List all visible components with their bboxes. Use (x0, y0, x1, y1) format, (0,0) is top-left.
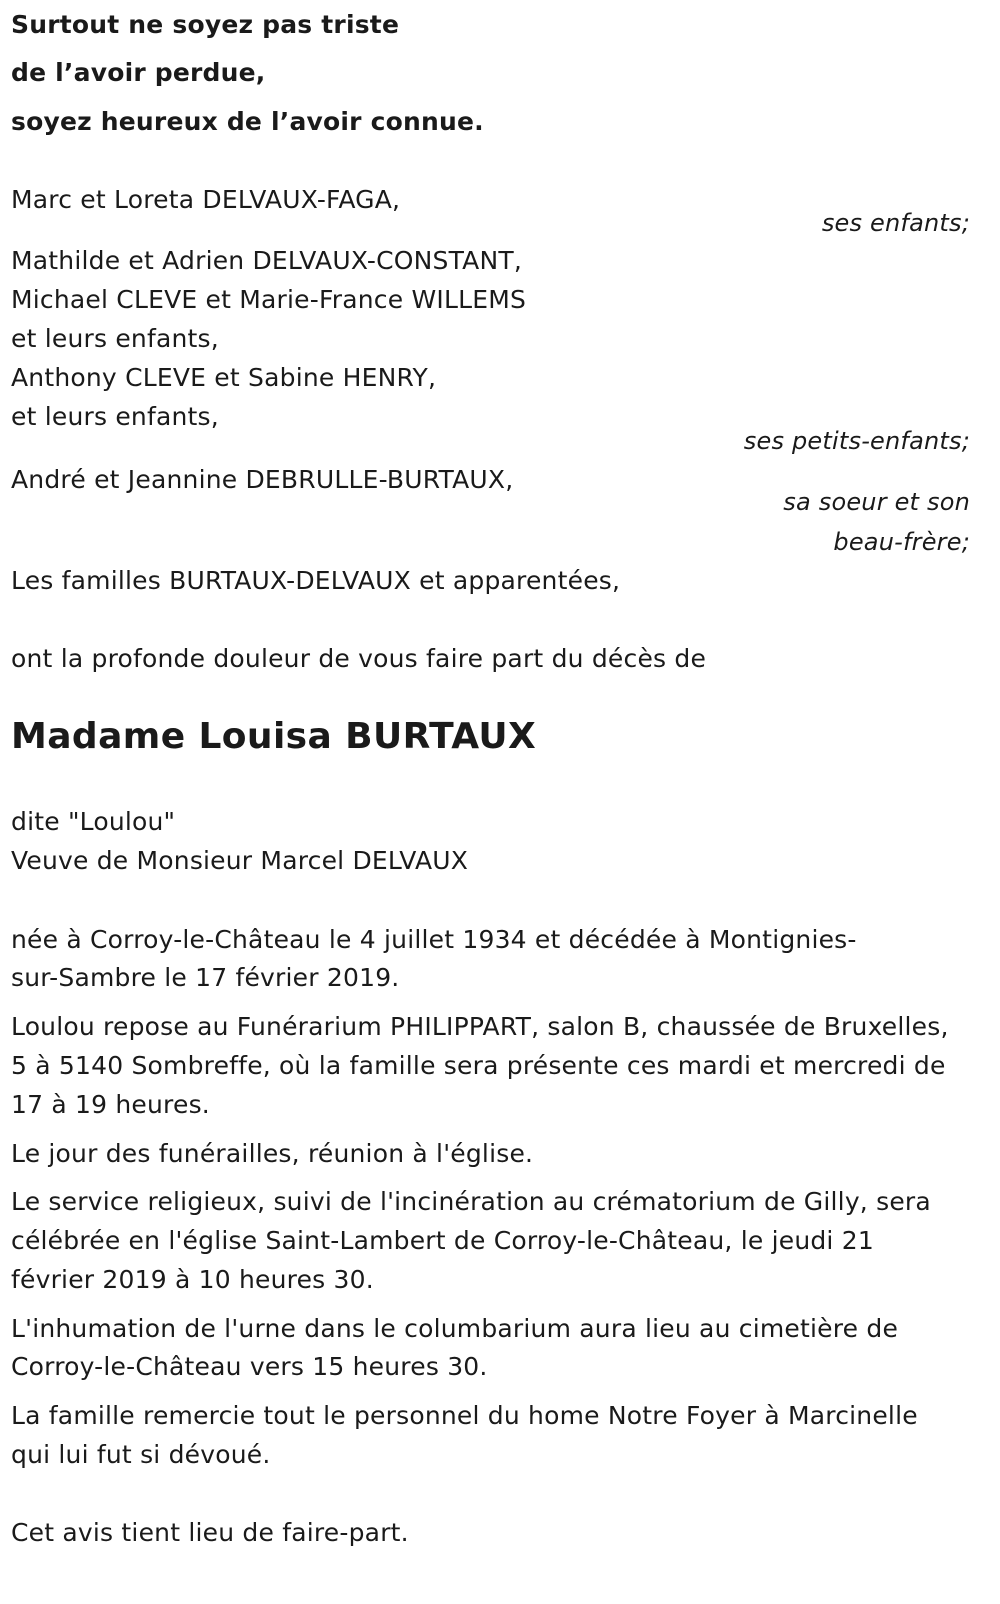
birth-death-line-1: née à Corroy-le-Château le 4 juillet 1934 et décédée à Montignies- (11, 925, 857, 954)
grandchildren-name-1: Mathilde et Adrien DELVAUX-CONSTANT, (11, 246, 522, 275)
funerarium-line-2: 5 à 5140 Sombreffe, où la famille sera présente ces mardi et mercredi de (11, 1051, 946, 1080)
thanks-line-1: La famille remercie tout le personnel du home Notre Foyer à Marcinelle (11, 1401, 918, 1430)
deceased-widow-of: Veuve de Monsieur Marcel DELVAUX (11, 846, 469, 875)
service-line-1: Le service religieux, suivi de l'incinération au crématorium de Gilly, sera (11, 1187, 931, 1216)
families-line: Les familles BURTAUX-DELVAUX et apparentées, (11, 566, 621, 595)
inhumation-line-2: Corroy-le-Château vers 15 heures 30. (11, 1352, 488, 1381)
grandchildren-name-5: et leurs enfants, (11, 402, 219, 431)
quote-line-1: Surtout ne soyez pas triste (11, 10, 400, 39)
funerarium-line-3: 17 à 19 heures. (11, 1090, 210, 1119)
grandchildren-name-3: et leurs enfants, (11, 324, 219, 353)
grandchildren-role: ses petits-enfants; (743, 427, 970, 455)
children-role: ses enfants; (821, 209, 970, 237)
sibling-name: André et Jeannine DEBRULLE-BURTAUX, (11, 465, 514, 494)
children-name: Marc et Loreta DELVAUX-FAGA, (11, 185, 401, 214)
quote-line-2: de l’avoir perdue, (11, 58, 266, 87)
sibling-role-line-2: beau-frère; (833, 528, 970, 556)
grandchildren-name-2: Michael CLEVE et Marie-France WILLEMS (11, 285, 527, 314)
quote-line-3: soyez heureux de l’avoir connue. (11, 107, 484, 136)
deceased-nickname: dite "Loulou" (11, 807, 176, 836)
meeting-line: Le jour des funérailles, réunion à l'église. (11, 1139, 534, 1168)
inhumation-line-1: L'inhumation de l'urne dans le columbarium aura lieu au cimetière de (11, 1314, 899, 1343)
closing-line: Cet avis tient lieu de faire-part. (11, 1518, 409, 1547)
announcement-line: ont la profonde douleur de vous faire part du décès de (11, 644, 707, 673)
service-line-3: février 2019 à 10 heures 30. (11, 1265, 374, 1294)
funerarium-line-1: Loulou repose au Funérarium PHILIPPART, salon B, chaussée de Bruxelles, (11, 1012, 949, 1041)
grandchildren-name-4: Anthony CLEVE et Sabine HENRY, (11, 363, 437, 392)
thanks-line-2: qui lui fut si dévoué. (11, 1440, 271, 1469)
sibling-role-line-1: sa soeur et son (783, 488, 970, 516)
deceased-name: Madame Louisa BURTAUX (11, 716, 537, 757)
service-line-2: célébrée en l'église Saint-Lambert de Corroy-le-Château, le jeudi 21 (11, 1226, 874, 1255)
birth-death-line-2: sur-Sambre le 17 février 2019. (11, 963, 400, 992)
